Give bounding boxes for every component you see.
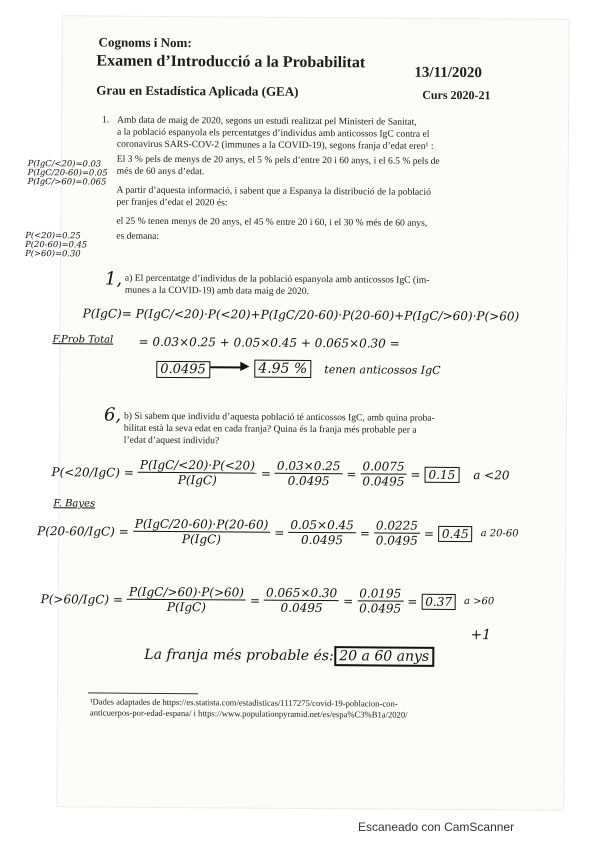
fraction-numerator: 0.0225: [374, 518, 420, 533]
value-fraction: [374, 518, 420, 547]
fraction-denominator: 0.0495: [280, 600, 323, 616]
fraction-denominator: 0.0495: [362, 474, 405, 489]
footnote-rule: [88, 692, 198, 694]
given-line: P(IgC/20-60)=0.05: [27, 167, 108, 178]
intro-line: A partir d’aquesta informació, i sabent que a Espanya la distribució de la població: [116, 184, 431, 198]
result-a-percent: 4.95 %: [254, 360, 311, 378]
arrow-icon: ▶: [240, 358, 250, 373]
footnote: [90, 696, 550, 721]
sum-check: +1: [470, 627, 492, 644]
name-label: Cognoms i Nom:: [98, 34, 192, 51]
intro-line: més de 60 anys d’edat.: [116, 165, 205, 178]
bayes-label: F. Bayes: [53, 498, 96, 510]
fraction-numerator: P(IgC/20-60)·P(20-60): [133, 517, 271, 533]
part-a-line: a) El percentatge d’individus de la població espanyola amb anticossos IgC (im-: [124, 272, 430, 286]
bayes-row-over-60: P(>60/IgC) = $\frac{\text{P(IgC/>60)·P(>60)}}{\text{P(IgC)}}$ = $\frac{0.065\times 0.30}{0.0495}$ = $\frac{0.0195}{0.0495}$ = 0.37 a >60: [40, 584, 495, 616]
intro-line: per franjes d’edat el 2020 és:: [116, 196, 228, 209]
scanner-watermark: Escaneado con CamScanner: [358, 820, 515, 834]
given-age-probs: [25, 231, 87, 258]
row-note: a >60: [463, 596, 495, 608]
bayes-fraction: [127, 585, 246, 615]
fraction-denominator: P(IgC): [181, 532, 221, 547]
intro-line: Amb data de maig de 2020, segons un estudi realitzat pel Ministeri de Sanitat,: [117, 114, 417, 128]
intro-line: El 3 % pels de menys de 20 anys, el 5 % pels d’entre 20 i 60 anys, i el 6.5 % pels de: [116, 153, 440, 167]
intro-line: el 25 % tenen menys de 20 anys, el 45 % entre 20 i 60, i el 30 % més de 60 anys,: [116, 215, 428, 229]
row-lhs: P(>60/IgC) =: [40, 591, 124, 607]
footnote-line: anticuerpos-por-edad-espana/ i https://www.populationpyramid.net/es/espa%C3%B1a/2020/: [89, 707, 408, 720]
row-lhs: P(<20/IgC) =: [51, 464, 134, 480]
conclusion-box: 20 a 60 anys: [334, 646, 434, 667]
score-part-b: 6,: [103, 404, 122, 426]
part-b-line: b) Si sabem que individu d’aquesta població té anticossos IgC, amb quina proba-: [123, 410, 435, 424]
numeric-fraction: [275, 459, 343, 488]
part-b-statement: [124, 411, 554, 450]
fraction-denominator: 0.0495: [300, 532, 344, 548]
part-a-line: munes a la COVID-19) amb data maig de 2020.: [124, 284, 309, 297]
problem-number: 1.: [102, 114, 110, 126]
bayes-fraction: [133, 517, 271, 547]
exam-title: Examen d’Introducció a la Probabilitat: [96, 52, 366, 72]
scanner-footer: [0, 812, 599, 848]
value-fraction: [360, 459, 406, 488]
conclusion-text: La franja més probable és:: [144, 646, 334, 665]
total-prob-label: F.Prob Total: [52, 334, 114, 346]
intro-line: a la població espanyola els percentatges d’individus amb anticossos IgC contra el: [116, 126, 430, 140]
part-b-line: bilitat està la seva edat en cada franja? Quina és la franja més probable per a: [123, 422, 417, 436]
footnote-line: ¹Dades adaptades de https://es.statista.com/estadisticas/1117275/covid-19-poblacion-con-: [89, 696, 398, 709]
fraction-denominator: P(IgC): [177, 473, 217, 488]
bayes-row-under-20: P(<20/IgC) = $\frac{\text{P(IgC/<20)·P(<20)}}{\text{P(IgC)}}$ = $\frac{0.03\times 0.25}{0.0495}$ = $\frac{0.0075}{0.0495}$ = 0.15 a <20: [51, 457, 510, 489]
result-a-box: 0.0495: [156, 361, 210, 378]
bayes-fraction: [138, 458, 257, 488]
solution-a-line2: = 0.03×0.25 + 0.05×0.45 + 0.065×0.30 =: [138, 334, 400, 351]
given-conditional-probs: [28, 159, 108, 187]
given-line: P(IgC/>60)=0.065: [27, 176, 107, 187]
intro-line: coronavirus SARS-COV-2 (immunes a la COVID-19), segons franja d’edat eren¹ :: [116, 138, 434, 152]
arrow-line: [210, 366, 244, 368]
result-a-comment: tenen anticossos IgC: [324, 363, 441, 377]
given-line: P(IgC/<20)=0.03: [27, 158, 102, 169]
value-fraction: [357, 586, 403, 615]
part-b-line: l’edat d’aquest individu?: [123, 434, 220, 447]
exam-sheet: [25, 16, 569, 810]
given-line: P(>60)=0.30: [25, 247, 81, 259]
fraction-numerator: 0.065×0.30: [264, 586, 339, 602]
problem-intro: [116, 115, 557, 246]
result-box: 0.15: [424, 466, 459, 482]
fraction-denominator: 0.0495: [287, 473, 330, 489]
fraction-denominator: P(IgC): [166, 599, 206, 615]
given-line: P(<20)=0.25: [25, 229, 81, 241]
degree-subtitle: Grau en Estadística Aplicada (GEA): [96, 82, 299, 99]
intro-line: es demana:: [116, 230, 160, 242]
fraction-denominator: 0.0495: [375, 533, 418, 548]
bayes-row-20-60: P(20-60/IgC) = $\frac{\text{P(IgC/20-60)·P(20-60)}}{\text{P(IgC)}}$ = $\frac{0.05\times 0.45}{0.0495}$ = $\frac{0.0225}{0.0495}$ = 0.45 a 20-60: [37, 516, 519, 548]
fraction-denominator: 0.0495: [359, 601, 402, 616]
part-a-statement: [125, 273, 555, 300]
result-box: 0.45: [438, 525, 473, 541]
row-lhs: P(20-60/IgC) =: [37, 523, 129, 539]
row-note: a <20: [473, 467, 510, 482]
fraction-numerator: 0.0195: [357, 586, 403, 601]
exam-date: 13/11/2020: [414, 64, 482, 82]
fraction-numerator: P(IgC/<20)·P(<20): [138, 458, 257, 474]
score-part-a: 1,: [104, 268, 123, 290]
row-note: a 20-60: [480, 528, 519, 540]
fraction-numerator: 0.05×0.45: [288, 518, 356, 533]
fraction-numerator: 0.03×0.25: [275, 459, 343, 474]
fraction-numerator: P(IgC/>60)·P(>60): [127, 585, 246, 601]
solution-a-line1: P(IgC)= P(IgC/<20)·P(<20)+P(IgC/20-60)·P(20-60)+P(IgC/>60)·P(>60): [82, 306, 520, 324]
numeric-fraction: [264, 586, 339, 616]
course-year: Curs 2020-21: [422, 87, 491, 103]
fraction-numerator: 0.0075: [360, 459, 406, 474]
numeric-fraction: [288, 518, 356, 547]
given-line: P(20-60)=0.45: [25, 238, 88, 250]
result-box: 0.37: [421, 593, 456, 609]
